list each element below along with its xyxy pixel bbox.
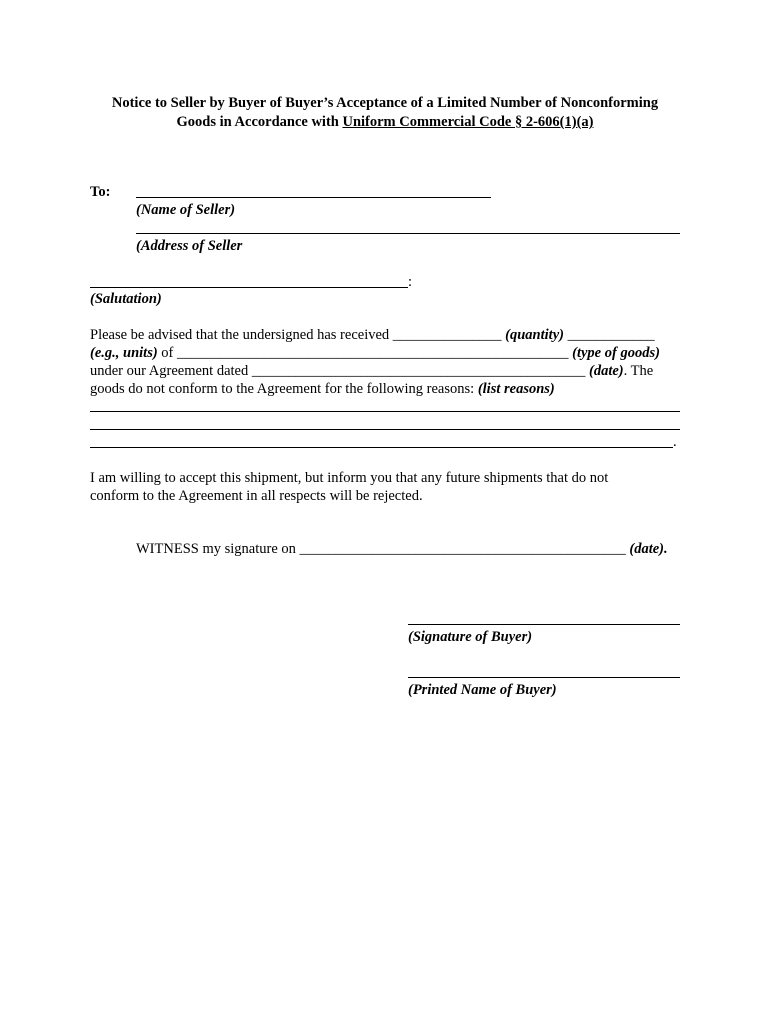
- paragraph2-line-1: I am willing to accept this shipment, but inform you that any future shipments that do not: [90, 470, 609, 486]
- buyer-printed-name-label: (Printed Name of Buyer): [408, 682, 557, 698]
- witness-text: WITNESS my signature on _____________________________________________: [136, 541, 630, 557]
- ucc-reference: Uniform Commercial Code § 2-606(1)(a): [342, 114, 594, 130]
- type-of-goods-label: (type of goods): [572, 345, 660, 361]
- agreement-dated-text: under our Agreement dated ______________________________________________: [90, 363, 589, 379]
- salutation-label: (Salutation): [90, 291, 162, 307]
- salutation-colon: :: [408, 274, 413, 290]
- witness-line: [136, 541, 668, 558]
- the-text: . The: [623, 363, 654, 379]
- paragraph1-line-4: [90, 381, 555, 398]
- units-blank: ____________: [563, 327, 655, 343]
- reasons-end-period: .: [673, 434, 677, 450]
- quantity-label: (quantity): [505, 327, 564, 343]
- reasons-line-1: [90, 411, 680, 412]
- paragraph1-line-2: [90, 345, 660, 362]
- seller-name-line: [136, 197, 491, 198]
- received-text: Please be advised that the undersigned has received _______________: [90, 327, 506, 343]
- buyer-printed-name-line: [408, 677, 680, 678]
- paragraph1-line-3: [90, 363, 653, 380]
- buyer-signature-line: [408, 624, 680, 625]
- list-reasons-label: (list reasons): [477, 381, 555, 397]
- of-goods-text: of ______________________________________________________: [157, 345, 573, 361]
- paragraph2-line-2: conform to the Agreement in all respects will be rejected.: [90, 488, 423, 504]
- witness-date-label: (date).: [629, 541, 668, 557]
- to-label: To:: [90, 184, 111, 200]
- document-title-line-2: [0, 114, 770, 131]
- seller-address-label: (Address of Seller: [136, 238, 243, 254]
- agreement-date-label: (date): [588, 363, 624, 379]
- paragraph1-line-1: [90, 327, 655, 344]
- nonconform-text: goods do not conform to the Agreement for the following reasons:: [90, 381, 478, 397]
- reasons-line-2: [90, 429, 680, 430]
- title-prefix: Goods in Accordance with: [176, 114, 343, 130]
- reasons-line-3: [90, 447, 673, 448]
- units-label: (e.g., units): [90, 345, 158, 361]
- salutation-line: [90, 287, 408, 288]
- seller-address-line: [136, 233, 680, 234]
- seller-name-label: (Name of Seller): [136, 202, 236, 218]
- document-title-line-1: Notice to Seller by Buyer of Buyer’s Acceptance of a Limited Number of Nonconforming: [111, 95, 659, 111]
- buyer-signature-label: (Signature of Buyer): [408, 629, 533, 645]
